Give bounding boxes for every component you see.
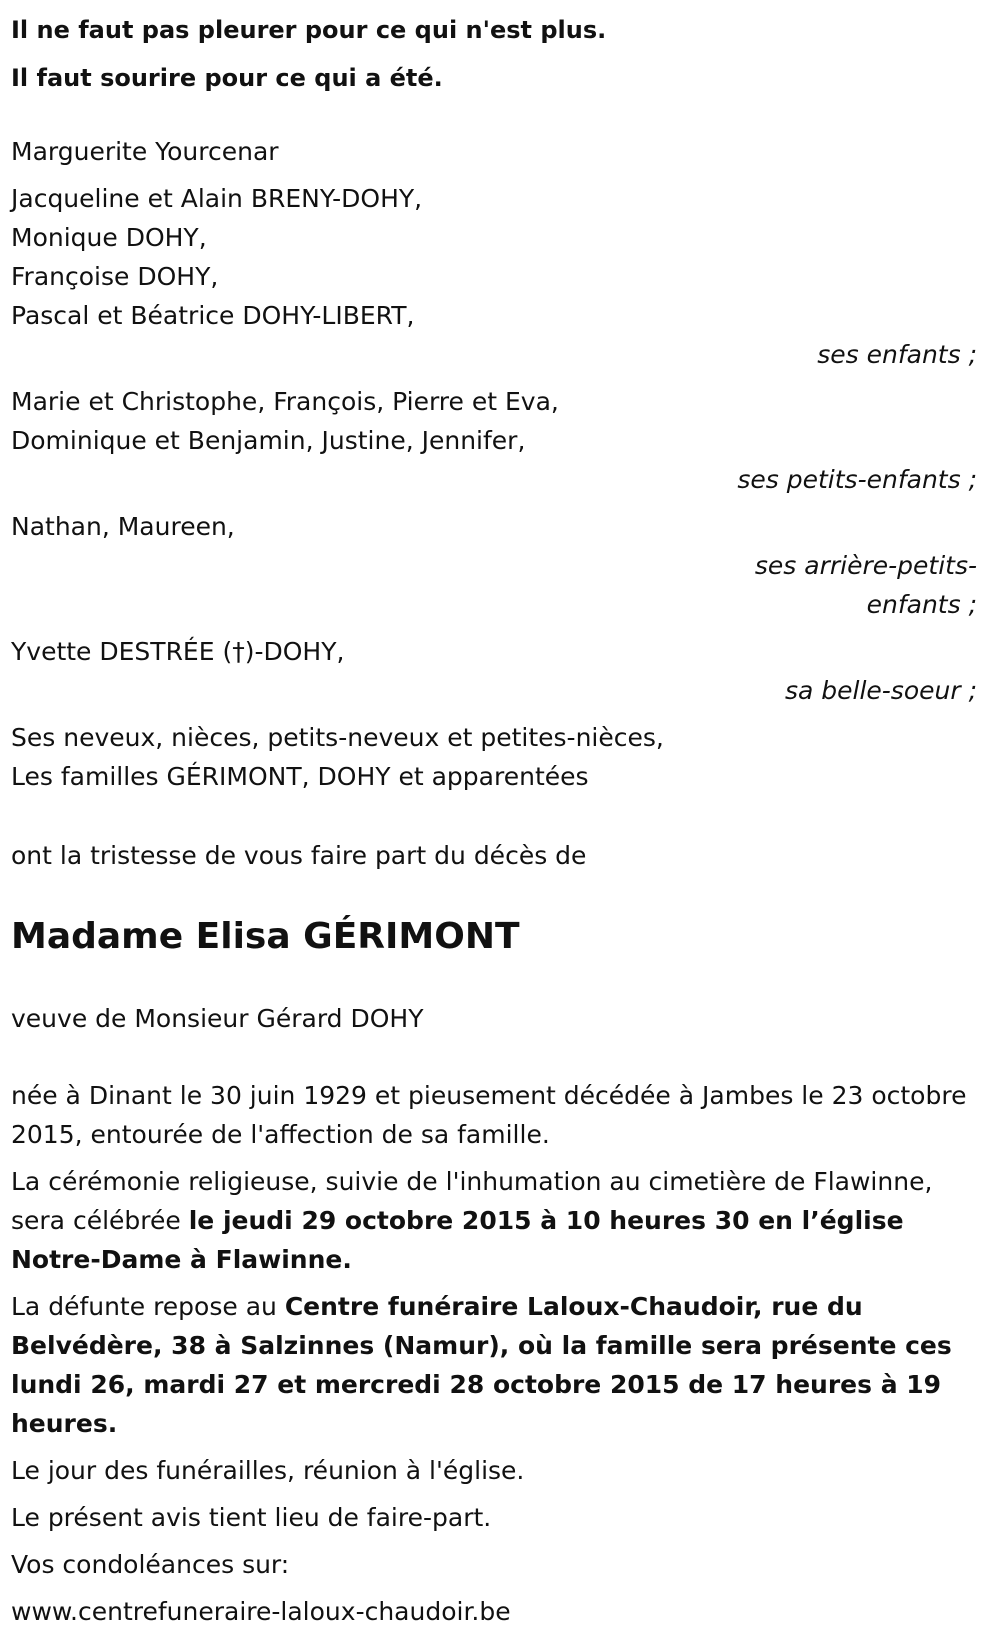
child-name: Françoise DOHY, — [11, 262, 219, 291]
sister-in-law-section — [11, 632, 977, 710]
child-name: Monique DOHY, — [11, 223, 207, 252]
visitation-intro: La défunte repose au — [11, 1292, 285, 1321]
children-section — [11, 179, 977, 374]
children-relation: ses enfants ; — [817, 340, 977, 369]
grandchildren-relation: ses petits-enfants ; — [737, 465, 977, 494]
ceremony-paragraph — [11, 1162, 977, 1279]
sister-in-law-relation: sa belle-soeur ; — [784, 676, 977, 705]
quote-author: Marguerite Yourcenar — [11, 137, 279, 166]
obituary-notice — [11, 6, 977, 1631]
sister-in-law-name: Yvette DESTRÉE (†)-DOHY, — [11, 637, 345, 666]
extended-family-line-2: Les familles GÉRIMONT, DOHY et apparentées — [11, 762, 589, 791]
great-grandchildren-relation-2: enfants ; — [866, 590, 977, 619]
great-grandchildren-section — [11, 507, 977, 624]
quote-line-2: Il faut sourire pour ce qui a été. — [11, 64, 443, 92]
deceased-name: Madame Elisa GÉRIMONT — [11, 916, 520, 957]
extended-family-line-1: Ses neveux, nièces, petits-neveux et petites-nièces, — [11, 723, 664, 752]
condolences-label: Vos condoléances sur: — [11, 1550, 290, 1579]
condolences-website-link[interactable]: www.centrefuneraire-laloux-chaudoir.be — [11, 1597, 511, 1626]
great-grandchildren-relation-1: ses arrière-petits- — [754, 551, 977, 580]
child-name: Jacqueline et Alain BRENY-DOHY, — [11, 184, 423, 213]
announcement-text: ont la tristesse de vous faire part du décès de — [11, 841, 587, 870]
birth-death-text: née à Dinant le 30 juin 1929 et pieusement décédée à Jambes le 23 octobre 2015, entourée de l'affection de sa famille. — [11, 1081, 967, 1149]
ceremony-details: le jeudi 29 octobre 2015 à 10 heures 30 en l’église Notre-Dame à Flawinne. — [11, 1206, 904, 1274]
visitation-paragraph — [11, 1287, 977, 1443]
notice-text: Le présent avis tient lieu de faire-part. — [11, 1503, 492, 1532]
reunion-text: Le jour des funérailles, réunion à l'église. — [11, 1456, 525, 1485]
child-name: Pascal et Béatrice DOHY-LIBERT, — [11, 301, 415, 330]
grandchildren-section — [11, 382, 977, 499]
widow-of-text: veuve de Monsieur Gérard DOHY — [11, 1004, 424, 1033]
grandchild-name: Marie et Christophe, François, Pierre et Eva, — [11, 387, 559, 416]
ceremony-intro: La cérémonie religieuse, suivie de l'inhumation au cimetière de Flawinne, sera célébrée — [11, 1167, 933, 1235]
visitation-details: Centre funéraire Laloux-Chaudoir, rue du Belvédère, 38 à Salzinnes (Namur), où la famille sera présente ces lundi 26, mardi 27 et mercredi 28 octobre 2015 de 17 heures à 19 heures. — [11, 1292, 952, 1438]
extended-family-section — [11, 718, 977, 796]
grandchild-name: Dominique et Benjamin, Justine, Jennifer, — [11, 426, 526, 455]
great-grandchild-name: Nathan, Maureen, — [11, 512, 235, 541]
quote-line-1: Il ne faut pas pleurer pour ce qui n'est plus. — [11, 16, 607, 44]
